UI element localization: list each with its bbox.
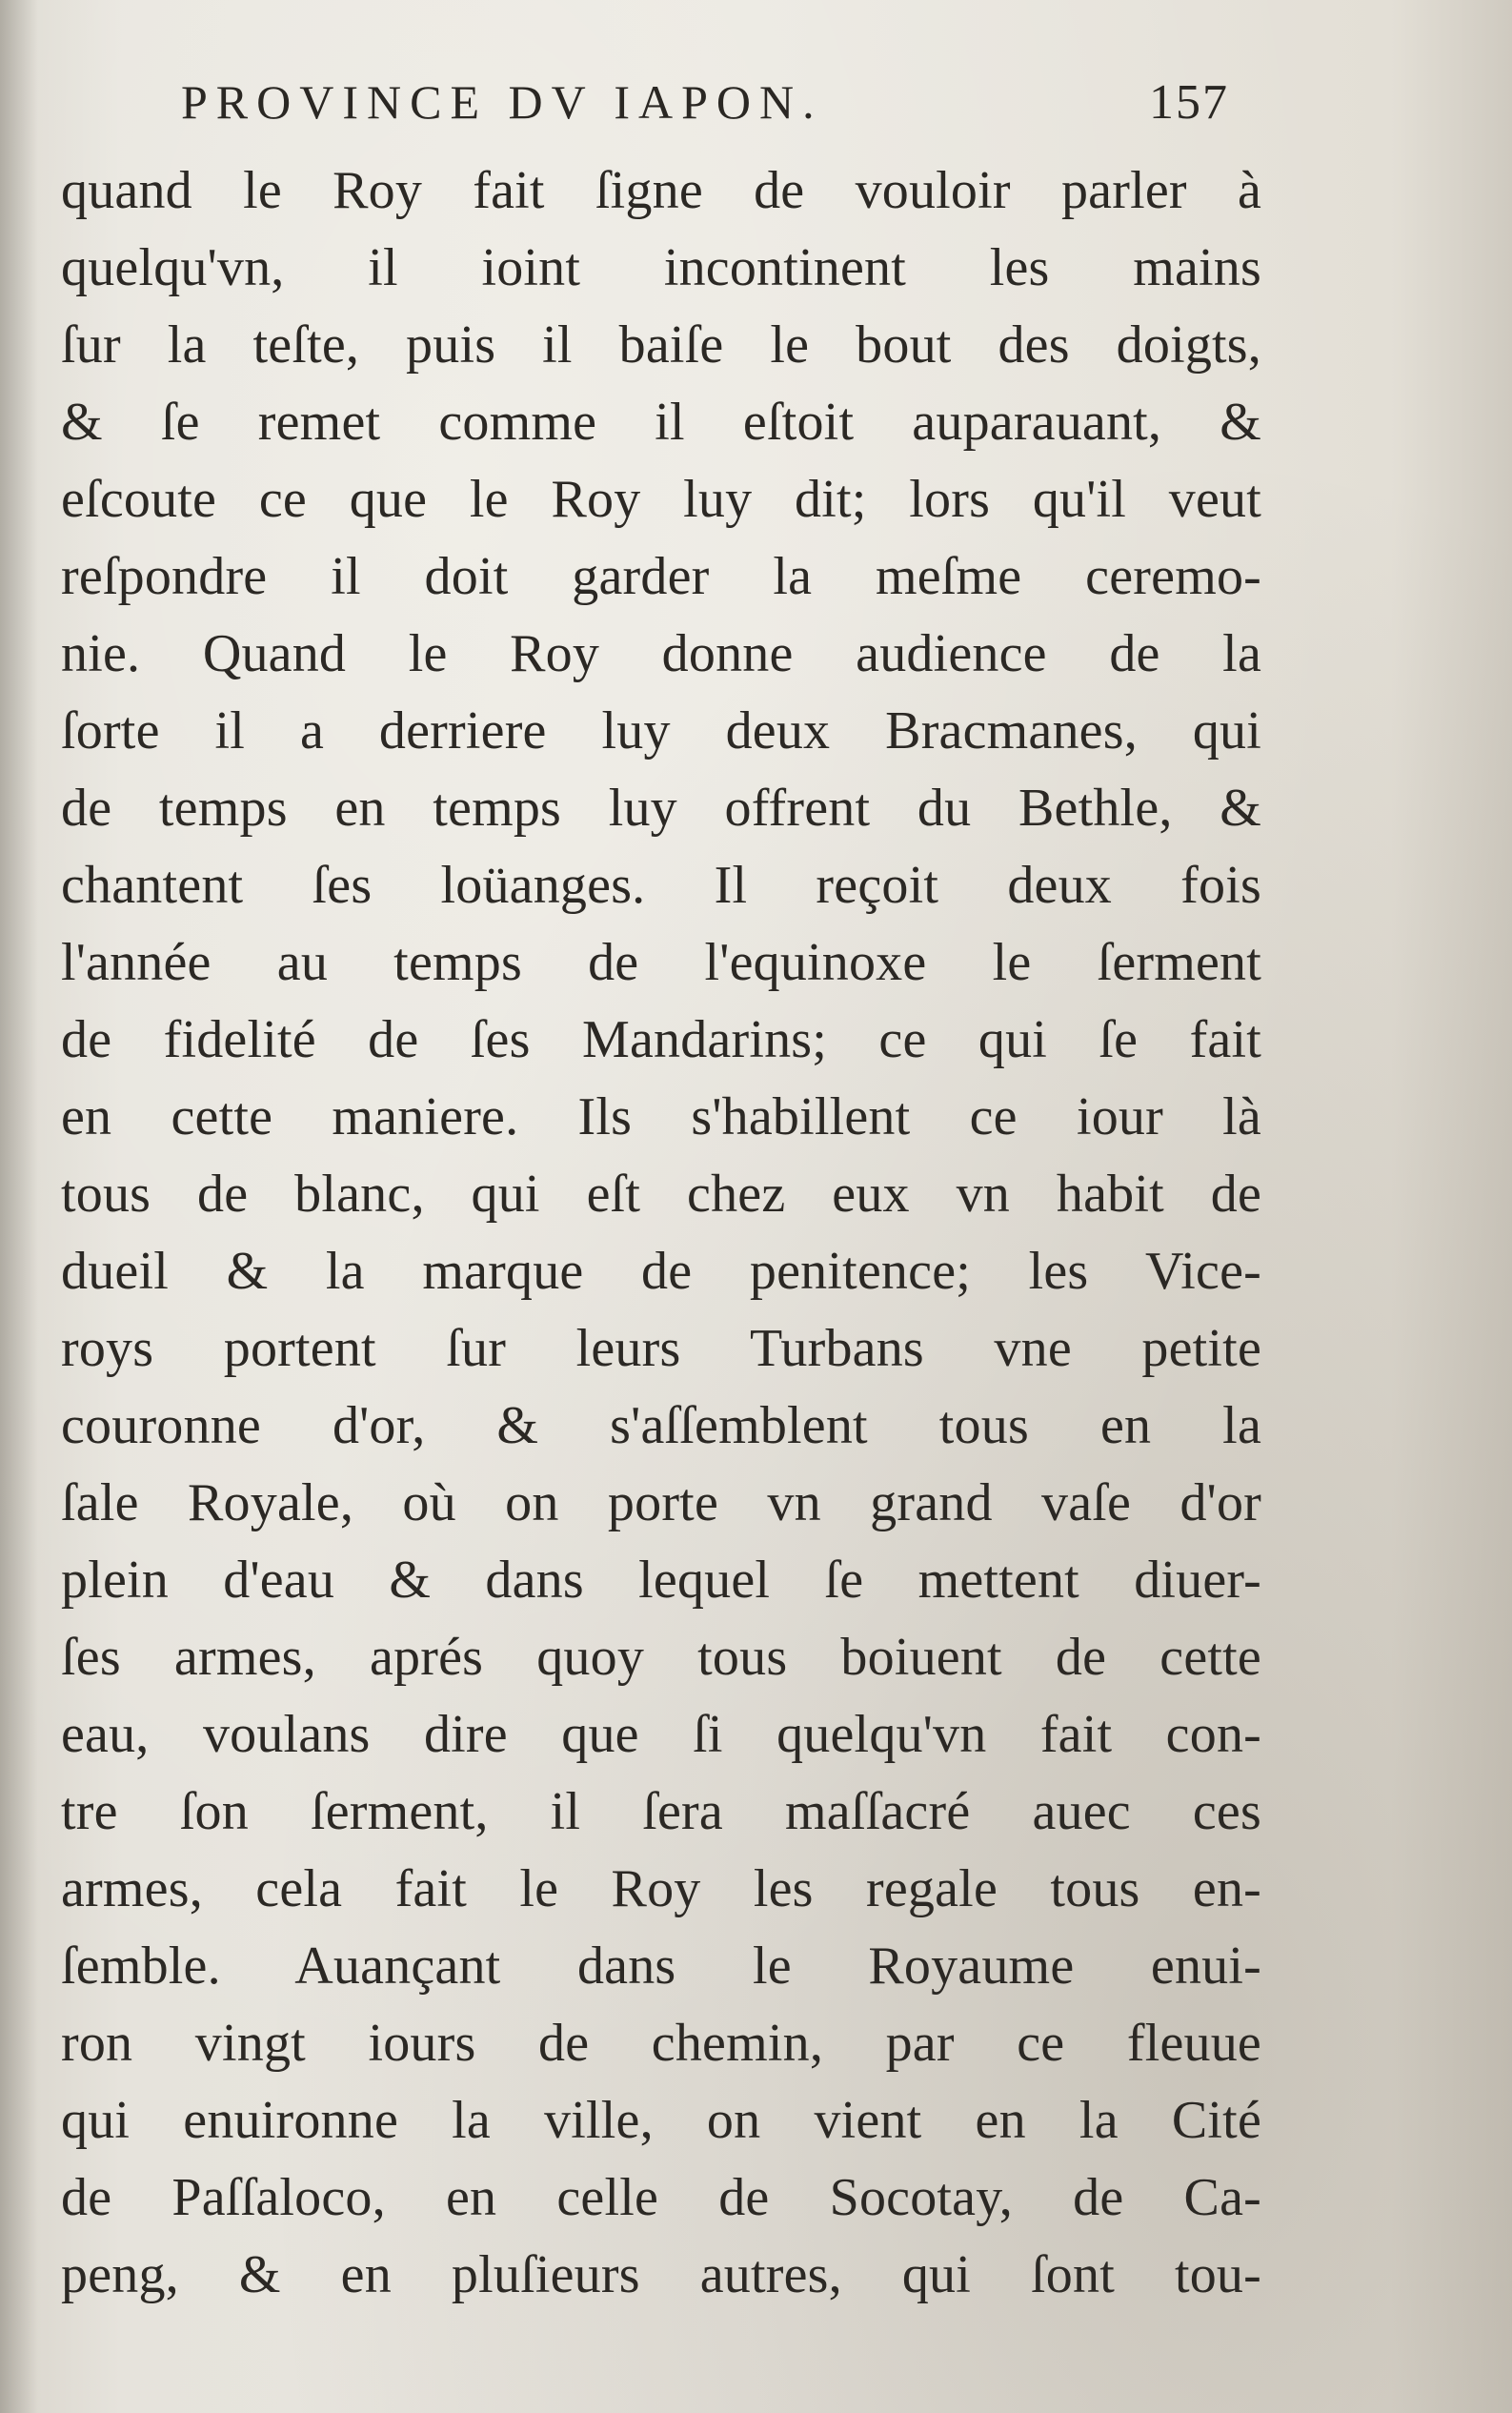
gutter-shadow (0, 0, 38, 2413)
text-line: qui enuironne la ville, on vient en la Cité (61, 2091, 1261, 2150)
text-line: armes, cela fait le Roy les regale tous en- (61, 1859, 1261, 1918)
text-line: dueil & la marque de penitence; les Vice- (61, 1242, 1261, 1301)
text-line: ſur la teſte, puis il baiſe le bout des doigts, (61, 315, 1261, 375)
text-line: roys portent ſur leurs Turbans vne petite (61, 1319, 1261, 1378)
running-head (181, 74, 1248, 151)
text-line: l'année au temps de l'equinoxe le ſerment (61, 933, 1261, 992)
text-line: ron vingt iours de chemin, par ce fleuue (61, 2014, 1261, 2073)
page-number: 157 (1149, 75, 1229, 130)
text-line: quelqu'vn, il ioint incontinent les mains (61, 238, 1261, 297)
text-line: de temps en temps luy offrent du Bethle, & (61, 779, 1261, 838)
text-line: ſale Royale, où on porte vn grand vaſe d'or (61, 1473, 1261, 1532)
text-line: en cette maniere. Ils s'habillent ce iour là (61, 1087, 1261, 1146)
text-line: quand le Roy fait ſigne de vouloir parler à (61, 161, 1261, 220)
text-line: ſes armes, aprés quoy tous boiuent de cette (61, 1628, 1261, 1687)
text-line: peng, & en pluſieurs autres, qui ſont tou- (61, 2245, 1261, 2304)
text-line: chantent ſes loüanges. Il reçoit deux fois (61, 856, 1261, 915)
text-line: eau, voulans dire que ſi quelqu'vn fait con- (61, 1705, 1261, 1764)
text-line: nie. Quand le Roy donne audience de la (61, 624, 1261, 683)
running-title: PROVINCE DV IAPON. (181, 75, 823, 129)
text-line: plein d'eau & dans lequel ſe mettent diuer- (61, 1551, 1261, 1610)
text-line: de Paſſaloco, en celle de Socotay, de Ca- (61, 2168, 1261, 2227)
text-line: reſpondre il doit garder la meſme ceremo- (61, 547, 1261, 606)
text-line: eſcoute ce que le Roy luy dit; lors qu'il veut (61, 470, 1261, 529)
text-line: tous de blanc, qui eſt chez eux vn habit de (61, 1165, 1261, 1224)
body-text (61, 152, 1261, 2314)
text-line: & ſe remet comme il eſtoit auparauant, & (61, 393, 1261, 452)
text-line: ſorte il a derriere luy deux Bracmanes, qui (61, 701, 1261, 760)
text-line: ſemble. Auançant dans le Royaume enui- (61, 1936, 1261, 1996)
text-line: tre ſon ſerment, il ſera maſſacré auec ces (61, 1782, 1261, 1841)
text-line: de fidelité de ſes Mandarins; ce qui ſe fait (61, 1010, 1261, 1069)
text-line: couronne d'or, & s'aſſemblent tous en la (61, 1396, 1261, 1455)
